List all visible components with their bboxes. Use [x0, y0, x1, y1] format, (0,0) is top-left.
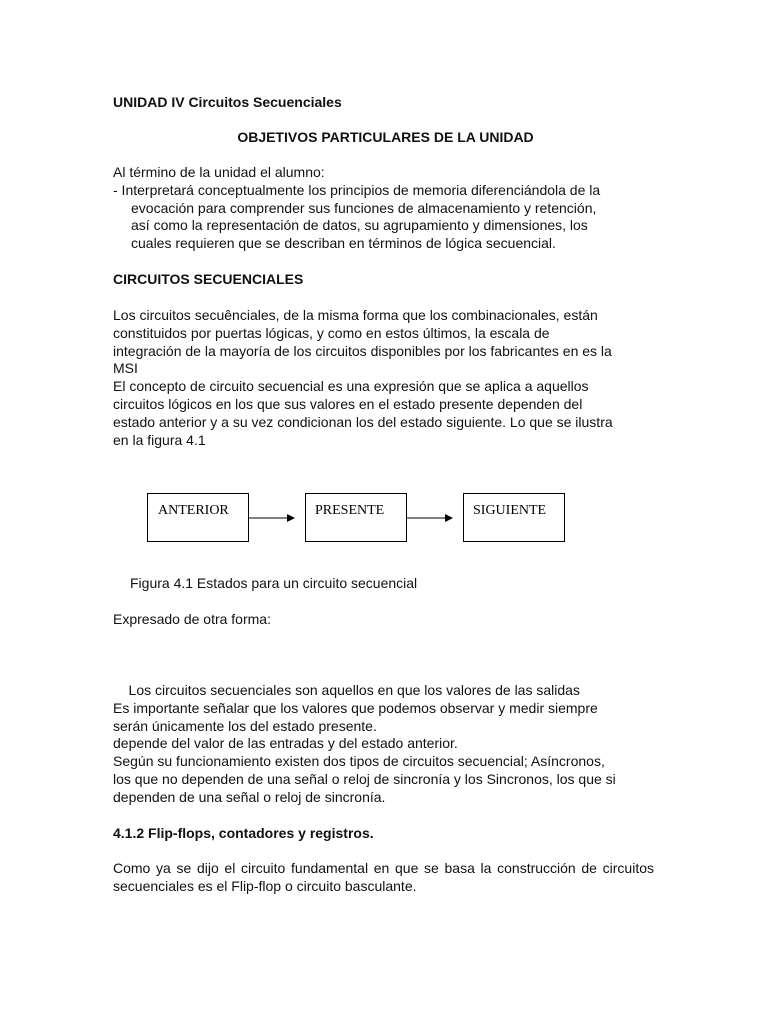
paragraph-line: los que no dependen de una señal o reloj de sincronía y los Sincronos, los que si — [113, 770, 616, 787]
paragraph-line: en la figura 4.1 — [113, 431, 206, 448]
state-label-siguiente: SIGUIENTE — [473, 503, 547, 518]
paragraph-line: serán únicamente los del estado presente. — [113, 717, 377, 734]
state-box-anterior — [148, 494, 249, 542]
objective-line: - Interpretará conceptualmente los principios de memoria diferenciándola de la — [113, 181, 601, 198]
objectives-heading: OBJETIVOS PARTICULARES DE LA UNIDAD — [237, 129, 534, 145]
paragraph-line: dependen de una señal o reloj de sincronía. — [113, 788, 386, 805]
state-box-presente — [306, 494, 407, 542]
important-paragraph — [113, 700, 658, 736]
expressed-line: Expresado de otra forma: — [113, 611, 271, 627]
paragraph-line: Es importante señalar que los valores que podemos observar y medir siempre — [113, 700, 598, 716]
state-box-siguiente — [464, 494, 565, 542]
section-heading-circuitos: CIRCUITOS SECUENCIALES — [113, 271, 304, 287]
paragraph-line: Según su funcionamiento existen dos tipos de circuitos secuencial; Asíncronos, — [113, 753, 605, 769]
paragraph-line: constituidos por puertas lógicas, y como en estos últimos, la escala de — [113, 324, 550, 341]
objectives-block — [113, 164, 658, 253]
state-label-anterior: ANTERIOR — [158, 503, 229, 518]
objectives-intro: Al término de la unidad el alumno: — [113, 164, 325, 180]
paragraph-line: Los circuitos secuenciales son aquellos en que los valores de las salidas — [113, 681, 580, 698]
paragraph-line: Los circuitos secuênciales, de la misma forma que los combinacionales, están — [113, 307, 598, 323]
unit-title: UNIDAD IV Circuitos Secuenciales — [113, 94, 342, 110]
state-label-presente: PRESENTE — [315, 503, 385, 518]
figure-caption: Figura 4.1 Estados para un circuito secuencial — [130, 575, 418, 591]
paragraph-line: circuitos lógicos en los que sus valores en el estado presente dependen del — [113, 395, 583, 412]
paragraph-line: estado anterior y a su vez condicionan los del estado siguiente. Lo que se ilustra — [113, 413, 613, 430]
paragraph-line: MSI — [113, 360, 138, 377]
types-paragraph — [113, 753, 658, 806]
flipflop-paragraph: Como ya se dijo el circuito fundamental en que se basa la construcción de circuitos secuenciales es el Flip-flop o circuito basculante. — [113, 860, 654, 894]
objective-line: cuales requieren que se describan en términos de lógica secuencial. — [131, 235, 556, 252]
objective-line: así como la representación de datos, su agrupamiento y dimensiones, los — [131, 217, 588, 234]
paragraph-line: integración de la mayoría de los circuitos disponibles por los fabricantes en es la — [113, 342, 612, 359]
section1-paragraphs — [113, 307, 658, 449]
paragraph-line: El concepto de circuito secuencial es una expresión que se aplica a aquellos — [113, 378, 589, 395]
objective-line: evocación para comprender sus funciones de almacenamiento y retención, — [131, 199, 597, 216]
section-heading-flipflops: 4.1.2 Flip-flops, contadores y registros. — [113, 825, 374, 841]
paragraph-line: depende del valor de las entradas y del estado anterior. — [113, 734, 458, 751]
